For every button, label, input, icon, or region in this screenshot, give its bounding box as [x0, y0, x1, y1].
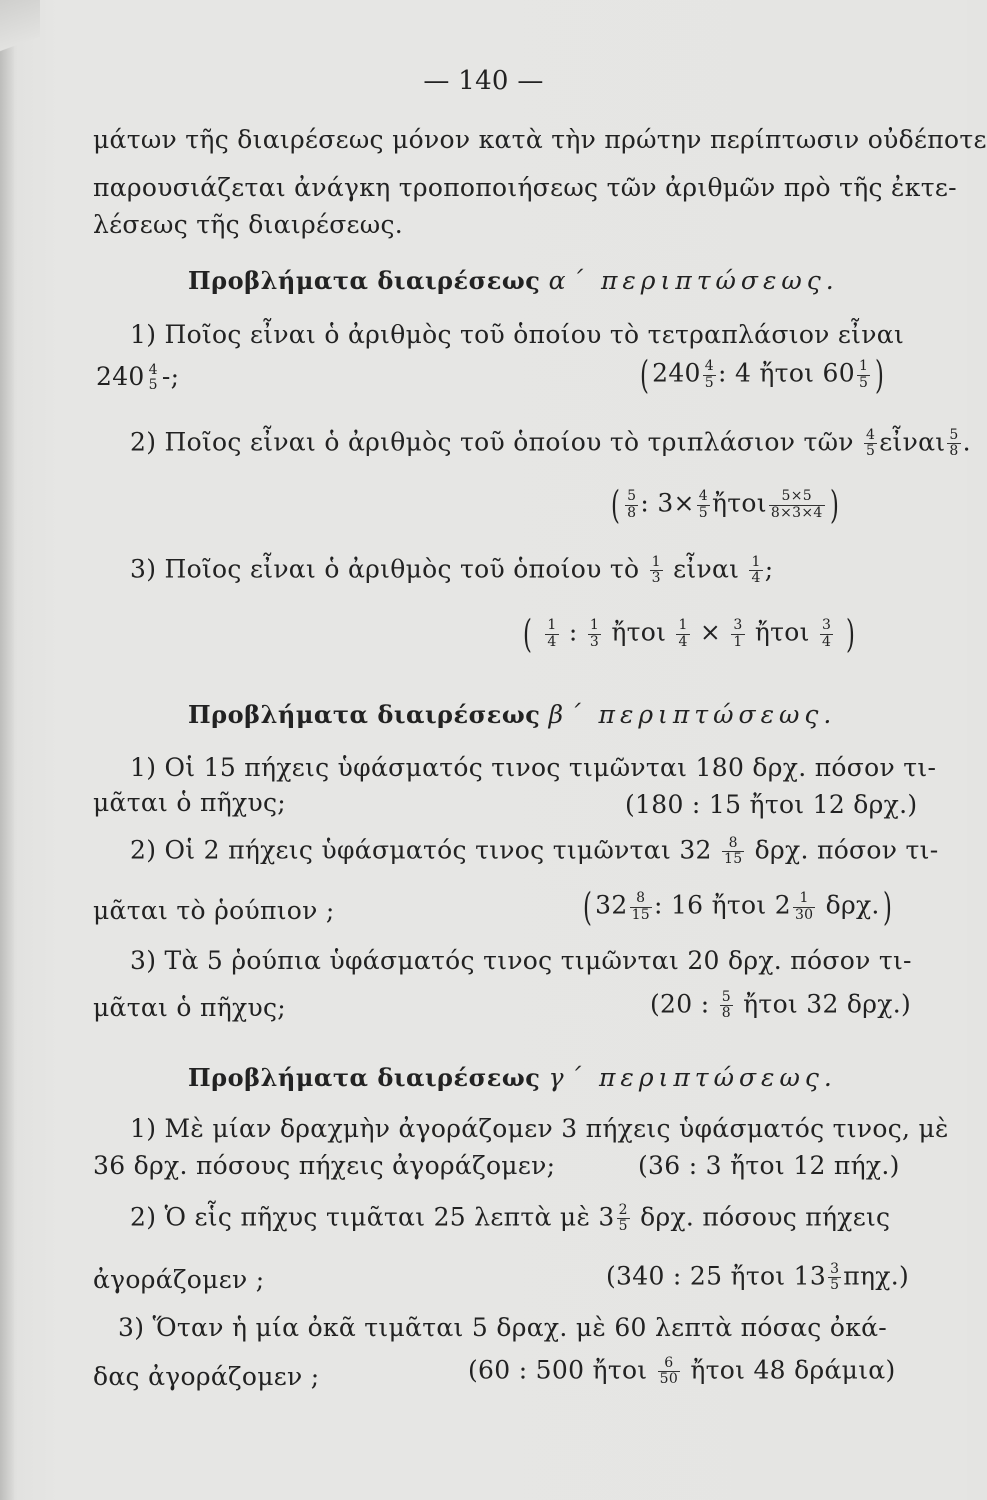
problem-c1-line-1: [130, 1114, 949, 1143]
b2-ans-den: 15: [631, 906, 650, 923]
a1-ans-den: 5: [704, 374, 714, 391]
a2-fraction-1: [864, 428, 877, 460]
b3-ans-fraction: [720, 990, 733, 1022]
a1-given-end: -;: [161, 361, 180, 391]
section-a-title: Προβλήματα διαιρέσεως: [188, 266, 541, 295]
problem-a2: [130, 428, 971, 460]
b2-f-num: 8: [728, 835, 738, 851]
c2-ans-fraction: [828, 1262, 841, 1294]
b2-f-den: 15: [724, 851, 743, 868]
a2-ans-den3: 8×3×4: [770, 504, 823, 521]
intro-line-3: λέσεως τῆς διαιρέσεως.: [93, 210, 404, 239]
problem-a3-answer: [520, 612, 859, 656]
a3-end: ;: [764, 554, 774, 584]
a3-text: 3) Ποῖος εἶναι ὁ ἀριθμὸς τοῦ ὁποίου τὸ: [130, 554, 640, 584]
a3-ans-d5: 4: [822, 633, 832, 650]
problem-c3-line-2: δας ἀγοράζομεν ;: [93, 1362, 320, 1391]
a3-ans-frac-2: [588, 618, 601, 650]
a2-f1-den: 5: [866, 443, 876, 460]
a3-f1-den: 3: [651, 570, 661, 587]
close-paren: ): [882, 885, 892, 929]
intro-line-2: [93, 173, 957, 202]
b2-ans-num2: 1: [799, 890, 809, 907]
section-b-heading: [188, 702, 836, 727]
section-c-title: Προβλήματα διαιρέσεως: [188, 1063, 541, 1092]
b2-ans-fraction: [630, 891, 652, 923]
problem-b3-line-1: [130, 948, 920, 973]
a3-ans-etoi1: ἤτοι: [611, 617, 667, 647]
close-paren: ): [829, 483, 839, 527]
b3-ans-end: ἤτοι 32 δρχ.): [743, 989, 912, 1019]
a2-f1-num: 4: [866, 427, 876, 443]
problem-c3-line-1: [118, 1315, 920, 1340]
a1-ans-fraction-2: [857, 359, 870, 391]
page-number: — 140 —: [423, 66, 544, 96]
c2-l1a: 2) Ὁ εἷς πῆχυς τιμᾶται 25 λεπτὰ μὲ 3: [130, 1202, 615, 1232]
a3-ans-d1: 4: [547, 633, 557, 650]
section-b-suffix: β΄ περιπτώσεως.: [548, 700, 837, 729]
problem-b2-line-2: μᾶται τὸ ῥούπιον ;: [93, 896, 335, 925]
problem-b2-answer: [580, 885, 895, 929]
a2-end: .: [962, 427, 971, 457]
problem-c2-line-1: [130, 1203, 890, 1235]
a1-given-whole: 240: [96, 361, 145, 391]
a2-fraction-2: [947, 428, 960, 460]
problem-a3: [130, 555, 773, 587]
a3-ans-colon: :: [568, 617, 578, 647]
c3-ans-den: 50: [659, 1371, 679, 1388]
problem-c2-answer: [606, 1262, 909, 1294]
b2-fraction: [722, 836, 744, 868]
b2-ans-mid: : 16 ἤτοι 2: [653, 890, 791, 920]
c2-ans-num: 3: [830, 1261, 840, 1277]
a1-ans-num2: 1: [858, 358, 869, 375]
a2-f2-num: 5: [949, 427, 959, 443]
b3-ans-den: 8: [721, 1005, 731, 1022]
a2-ans-num2: 4: [698, 488, 709, 505]
a2-ans-num3: 5×5: [781, 488, 812, 505]
c3-ans-fraction: [658, 1356, 680, 1388]
problem-b2-line-1: [130, 836, 939, 868]
a3-ans-frac-3: [676, 618, 689, 650]
a1-given-den: 5: [148, 377, 158, 394]
a2-f2-den: 8: [949, 443, 959, 460]
problem-a1-given: [96, 363, 179, 394]
c2-ans-end: πηχ.): [843, 1261, 910, 1291]
a1-ans-num: 4: [704, 358, 714, 375]
open-paren: (: [640, 353, 650, 397]
a3-ans-n2: 1: [589, 617, 600, 634]
c3-l1: 3) Ὅταν ἡ μία ὀκᾶ τιμᾶται 5 δραχ. μὲ 60 λεπτὰ πόσας ὀκά-: [118, 1313, 888, 1342]
a2-ans-fraction-2: [697, 489, 710, 521]
intro-line-1: [93, 125, 987, 154]
a3-ans-d3: 4: [678, 633, 688, 650]
a2-ans-num: 5: [627, 488, 637, 505]
a3-ans-n4: 3: [733, 617, 743, 634]
b2-ans-whole: 32: [595, 890, 628, 920]
a2-text: 2) Ποῖος εἶναι ὁ ἀριθμὸς τοῦ ὁποίου τὸ τριπλάσιον τῶν: [130, 427, 854, 457]
a1-ans-fraction: [703, 359, 716, 391]
problem-b1-line-2: μᾶται ὁ πῆχυς;: [93, 788, 286, 817]
page-corner-shadow: [0, 0, 40, 70]
c2-ans-den: 5: [830, 1277, 840, 1294]
a1-ans-whole: 240: [652, 358, 701, 388]
a3-ans-frac-5: [820, 618, 833, 650]
section-c-suffix: γ΄ περιπτώσεως.: [548, 1063, 837, 1092]
a3-ans-n5: 3: [822, 617, 832, 634]
b3-l1: 3) Τὰ 5 ῥούπια ὑφάσματός τινος τιμῶνται 20 δρχ. πόσον τι-: [130, 946, 912, 975]
c2-f-num: 2: [618, 1202, 628, 1218]
a3-ans-etoi2: ἤτοι: [754, 617, 810, 647]
a2-ans-fraction-1: [625, 489, 638, 521]
page-binding-edge: [0, 0, 14, 1500]
a3-ans-d4: 1: [733, 633, 743, 650]
a3-f2-num: 1: [751, 554, 761, 570]
a3-ans-frac-1: [545, 618, 558, 650]
problem-c2-line-2: ἀγοράζομεν ;: [93, 1265, 265, 1294]
b2-ans-fraction-2: [793, 891, 815, 923]
section-b-title: Προβλήματα διαιρέσεως: [188, 700, 541, 729]
c3-ans-start: (60 : 500 ἤτοι: [468, 1355, 648, 1385]
a3-fraction-1: [650, 555, 663, 587]
section-c-heading: [188, 1065, 837, 1090]
a2-ans-den: 8: [627, 504, 637, 521]
close-paren: ): [875, 353, 885, 397]
open-paren: (: [611, 483, 621, 527]
c2-ans-start: (340 : 25 ἤτοι 13: [606, 1261, 827, 1291]
b2-ans-end: δρχ.: [825, 890, 880, 920]
a1-ans-den2: 5: [858, 374, 869, 391]
close-paren: ): [846, 612, 856, 656]
a3-f1-num: 1: [651, 554, 661, 570]
c1-l1: 1) Μὲ μίαν δραχμὴν ἀγοράζομεν 3 πήχεις ὑφάσματός τινος, μὲ: [130, 1114, 949, 1143]
b2-l1b: δρχ. πόσον τι-: [754, 835, 939, 865]
a3-ans-d2: 3: [589, 633, 600, 650]
section-a-heading: [188, 268, 839, 293]
a3-f2-den: 4: [751, 570, 761, 587]
b1-l1: 1) Οἱ 15 πήχεις ὑφάσματός τινος τιμῶνται 180 δρχ. πόσον τι-: [130, 753, 937, 782]
problem-b1-line-1: [130, 753, 937, 782]
b2-ans-num: 8: [636, 890, 646, 907]
a3-fraction-2: [749, 555, 762, 587]
problem-a1-text: 1) Ποῖος εἶναι ὁ ἀριθμὸς τοῦ ὁποίου τὸ τετραπλάσιον εἶναι: [130, 320, 905, 349]
c2-l1b: δρχ. πόσους πήχεις: [640, 1202, 891, 1232]
c3-ans-num: 6: [664, 1355, 674, 1371]
problem-b1-answer: (180 : 15 ἤτοι 12 δρχ.): [625, 790, 918, 819]
a2-ans-den2: 5: [698, 504, 709, 521]
section-a-suffix: α΄ περιπτώσεως.: [548, 266, 839, 295]
problem-c1-answer: (36 : 3 ἤτοι 12 πήχ.): [638, 1151, 900, 1180]
problem-a2-answer: [608, 483, 842, 527]
problem-b3-answer: [650, 990, 911, 1022]
open-paren: (: [523, 612, 533, 656]
c2-fraction: [617, 1203, 630, 1235]
problem-c3-answer: [468, 1356, 896, 1388]
problem-c1-line-2: 36 δρχ. πόσους πήχεις ἀγοράζομεν;: [93, 1151, 556, 1180]
a3-mid: εἶναι: [673, 554, 740, 584]
c3-ans-end: ἤτοι 48 δράμια): [690, 1355, 896, 1385]
a2-mid: εἶναι: [879, 427, 946, 457]
intro-line-2-text: παρουσιάζεται ἀνάγκη τροποποιήσεως τῶν ἀριθμῶν πρὸ τῆς ἐκτε-: [93, 173, 957, 202]
a2-ans-etoi: ἤτοι: [712, 488, 767, 518]
b2-ans-den2: 30: [794, 906, 814, 923]
b3-ans-num: 5: [721, 989, 731, 1005]
a1-ans-mid: : 4 ἤτοι 60: [717, 358, 855, 388]
intro-line-1-text: μάτων τῆς διαιρέσεως μόνον κατὰ τὴν πρώτην περίπτωσιν οὐδέποτε: [93, 125, 987, 154]
a3-ans-times: ×: [699, 617, 722, 647]
b2-l1a: 2) Οἱ 2 πήχεις ὑφάσματός τινος τιμῶνται 32: [130, 835, 712, 865]
open-paren: (: [583, 885, 593, 929]
c2-f-den: 5: [618, 1218, 628, 1235]
a3-ans-n1: 1: [547, 617, 557, 634]
a1-given-fraction: [147, 363, 160, 394]
b3-ans-start: (20 :: [650, 989, 710, 1019]
problem-a1-answer: [637, 353, 887, 397]
a2-ans-mid: : 3×: [640, 488, 695, 518]
a2-ans-fraction-3: [769, 489, 825, 521]
a3-ans-n3: 1: [678, 617, 688, 634]
problem-b3-line-2: μᾶται ὁ πῆχυς;: [93, 993, 286, 1022]
a1-given-num: 4: [148, 362, 158, 378]
a3-ans-frac-4: [731, 618, 744, 650]
